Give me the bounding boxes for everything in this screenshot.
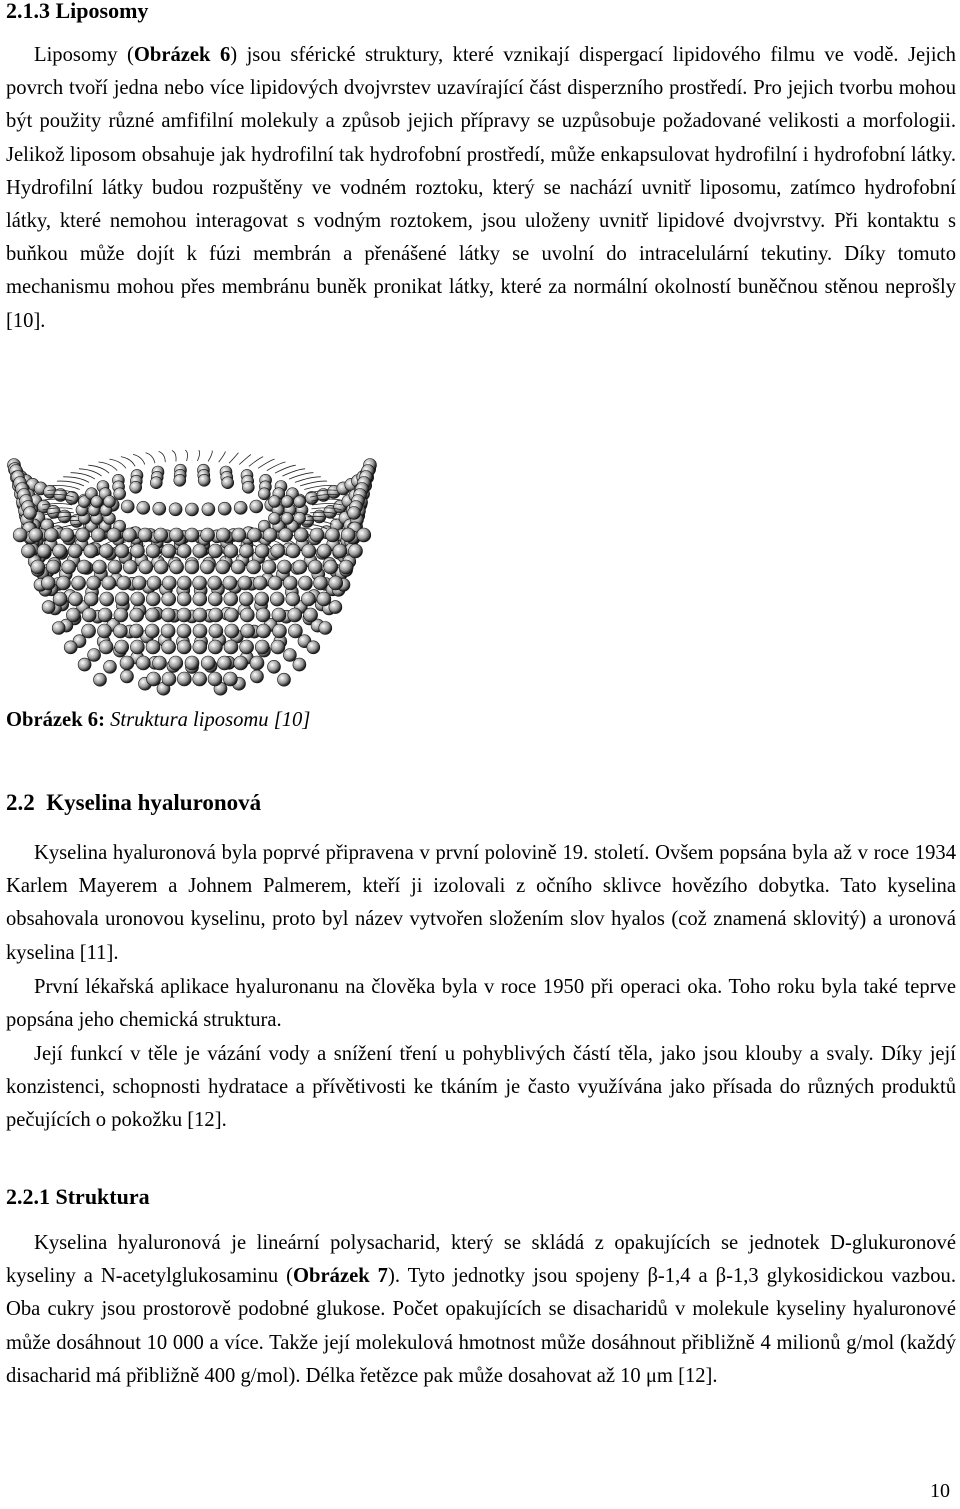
paragraph-ha-function: Její funkcí v těle je vázání vody a snížení tření u pohyblivých částí těla, jako jsou klouby a svaly. Díky její konzistenci, schopnosti hydratace a přívětivosti ke tkáním je často využívána jako přísada do různých produktů pečujících o pokožku [12]. bbox=[6, 1043, 956, 1132]
paragraph-ha-history: Kyselina hyaluronová byla poprvé připravena v první polovině 19. století. Ovšem popsána byla až v roce 1934 Karlem Mayerem a Johnem Palmerem, kteří ji izolovali z očního sklivce hovězího dobytka. Tato kyselina obsahovala uronovou kyselinu, proto byl název vytvořen složením slov hyalos (což znamená sklovitý) a uronová kyselina [11]. bbox=[6, 842, 956, 964]
liposome-illustration bbox=[6, 385, 378, 700]
figure-caption bbox=[6, 709, 310, 732]
text-run: Kyselina hyaluronová je lineární polysacharid, který se skládá z opakujících se jednotek D-glukuronové kyseliny a N-acetylglukosaminu ( bbox=[6, 1232, 956, 1288]
paragraph-structure bbox=[6, 1227, 956, 1393]
figure-caption-label: Obrázek 6: bbox=[6, 709, 105, 731]
text-run: ). Tyto jednotky jsou spojeny β-1,4 a β-1,3 glykosidickou vazbou. Oba cukry jsou prostorově podobné glukose. Počet opakujících se disacharidů v molekule kyseliny hyaluronové může dosáhnout 10 000 a více. Takže její molekulová hmotnost může dosáhnout přibližně 4 milionů g/mol (každý disacharid má přibližně 400 g/mol). Délka řetězce pak může dosahovat až 10 μm [12]. bbox=[6, 1265, 956, 1387]
text-run: Liposomy ( bbox=[34, 44, 134, 66]
figure-reference: Obrázek 7 bbox=[293, 1265, 388, 1288]
section-heading-hyaluronic-acid: 2.2 Kyselina hyaluronová bbox=[6, 790, 262, 815]
page-number: 10 bbox=[930, 1480, 950, 1502]
liposome-figure bbox=[6, 385, 378, 700]
figure-reference: Obrázek 6 bbox=[133, 44, 231, 66]
text-run: ) jsou sférické struktury, které vznikají dispergací lipidového filmu ve vodě. Jejich povrch tvoří jedna nebo více lipidových dvojvrstev uzavírající část disperzního prostředí. Pro jejich tvorbu mohou být použity různé amfifilní molekuly a způsob jejich přípravy se uzpůsobuje požadované velikosti a morfologii. Jelikož liposom obsahuje jak hydrofilní tak hydrofobní prostředí, může enkapsulovat hydrofilní i hydrofobní látky. Hydrofilní látky budou rozpuštěny ve vodném roztoku, který se nachází uvnitř liposomu, zatímco hydrofobní látky, které nemohou interagovat s vodným roztokem, jsou uloženy uvnitř lipidové dvojvrstvy. Při kontaktu s buňkou může dojít k fúzi membrán a přenášené látky se uvolní do intracelulární tekutiny. Díky tomuto mechanismu mohou přes membránu buněk pronikat látky, které za normální okolností buněčnou stěnou neprošly [10]. bbox=[6, 44, 956, 332]
figure-caption-text: Struktura liposomu [10] bbox=[104, 709, 311, 731]
section-heading-structure: 2.2.1 Struktura bbox=[6, 1184, 150, 1209]
section-heading-liposomy: 2.1.3 Liposomy bbox=[6, 0, 149, 23]
paragraph-liposomy bbox=[6, 39, 956, 338]
paragraph-ha-application: První lékařská aplikace hyaluronanu na člověka byla v roce 1950 při operaci oka. Toho roku byla také teprve popsána jeho chemická struktura. bbox=[6, 976, 956, 1032]
